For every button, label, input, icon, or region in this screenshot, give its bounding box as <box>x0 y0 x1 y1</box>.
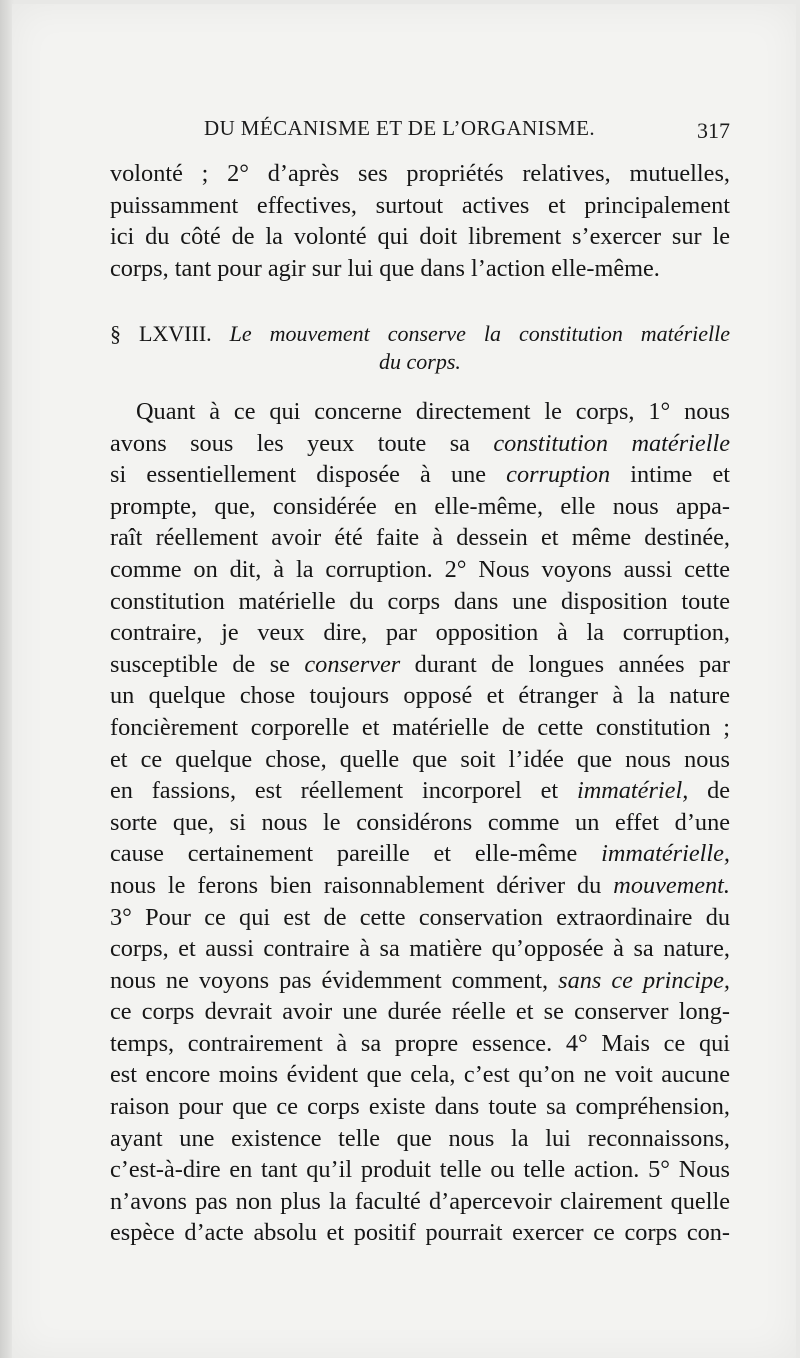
text-line: temps, contrairement à sa propre essence. 4° Mais ce qui <box>110 1029 730 1057</box>
text-line: Quant à ce qui concerne directement le corps, 1° nous <box>136 398 730 425</box>
section-title-part: du corps. <box>379 349 461 374</box>
text-line: n’avons pas non plus la faculté d’apercevoir clairement quelle <box>110 1187 730 1215</box>
text-line: comme on dit, à la corruption. 2° Nous voyons aussi cette <box>110 555 730 583</box>
text-line: prompte, que, considérée en elle-même, elle nous appa- <box>110 492 730 520</box>
text-line: espèce d’acte absolu et positif pourrait exercer ce corps con- <box>110 1219 730 1247</box>
italic-emphasis: conserver <box>304 650 401 678</box>
text-line: corps, tant pour agir sur lui que dans l’action elle-même. <box>110 254 660 282</box>
text-line: raît réellement avoir été faite à dessein et même destinée, <box>110 524 730 552</box>
text-line: sorte que, si nous le considérons comme un effet d’une <box>110 808 730 836</box>
text-line: c’est-à-dire en tant qu’il produit telle ou telle action. 5° Nous <box>110 1156 730 1184</box>
text-line: foncièrement corporelle et matérielle de cette constitution ; <box>110 713 730 741</box>
text-line: corps, et aussi contraire à sa matière qu’opposée à sa nature, <box>110 935 730 963</box>
text-line: contraire, je veux dire, par opposition à la corruption, <box>110 619 730 647</box>
text-line: ce corps devrait avoir une durée réelle et se conserver long- <box>110 998 730 1026</box>
section-heading-line <box>110 348 730 376</box>
italic-emphasis: corruption <box>506 461 611 489</box>
italic-emphasis: immatérielle, <box>601 840 730 868</box>
paragraph-continued <box>110 158 730 284</box>
text-line: nous le ferons bien raisonnablement dériver du mouvement. <box>110 871 730 899</box>
text-line: ici du côté de la volonté qui doit librement s’exercer sur le <box>110 223 730 251</box>
text-line: en fassions, est réellement incorporel et immatériel, de <box>110 777 731 805</box>
text-line: 3° Pour ce qui est de cette conservation extraordinaire du <box>110 903 730 931</box>
italic-emphasis: mouvement. <box>613 871 730 899</box>
text-line: est encore moins évident que cela, c’est qu’on ne voit aucune <box>110 1061 730 1089</box>
text-line: susceptible de se conserver durant de longues années par <box>110 650 730 678</box>
text-line: cause certainement pareille et elle-même immatérielle, <box>110 840 730 868</box>
text-line: volonté ; 2° d’après ses propriétés relatives, mutuelles, <box>110 160 730 187</box>
section-mark: § LXVIII. <box>110 321 212 346</box>
italic-emphasis: sans ce principe, <box>558 966 731 994</box>
page-number: 317 <box>697 118 730 143</box>
italic-emphasis: constitution matérielle <box>493 429 730 457</box>
paragraph-main <box>110 396 730 1249</box>
italic-emphasis: immatériel, <box>576 777 689 805</box>
text-line: constitution matérielle du corps dans une disposition toute <box>110 587 730 615</box>
section-heading-line <box>110 320 730 348</box>
text-line: avons sous les yeux toute sa constitution matérielle <box>110 429 730 457</box>
page-header <box>110 116 730 146</box>
text-line: puissamment effectives, surtout actives et principalement <box>110 191 730 219</box>
text-line: ayant une existence telle que nous la lui reconnaissons, <box>110 1124 730 1152</box>
running-title: DU MÉCANISME ET DE L’ORGANISME. <box>204 116 595 140</box>
text-line: raison pour que ce corps existe dans toute sa compréhension, <box>110 1093 730 1121</box>
text-line: nous ne voyons pas évidemment comment, sans ce principe, <box>110 966 731 994</box>
section-heading <box>110 320 730 376</box>
text-line: si essentiellement disposée à une corruption intime et <box>110 461 730 489</box>
section-title-part: Le mouvement conserve la constitution matérielle <box>229 321 730 346</box>
text-line: un quelque chose toujours opposé et étranger à la nature <box>110 682 730 710</box>
text-line: et ce quelque chose, quelle que soit l’idée que nous nous <box>110 745 730 773</box>
